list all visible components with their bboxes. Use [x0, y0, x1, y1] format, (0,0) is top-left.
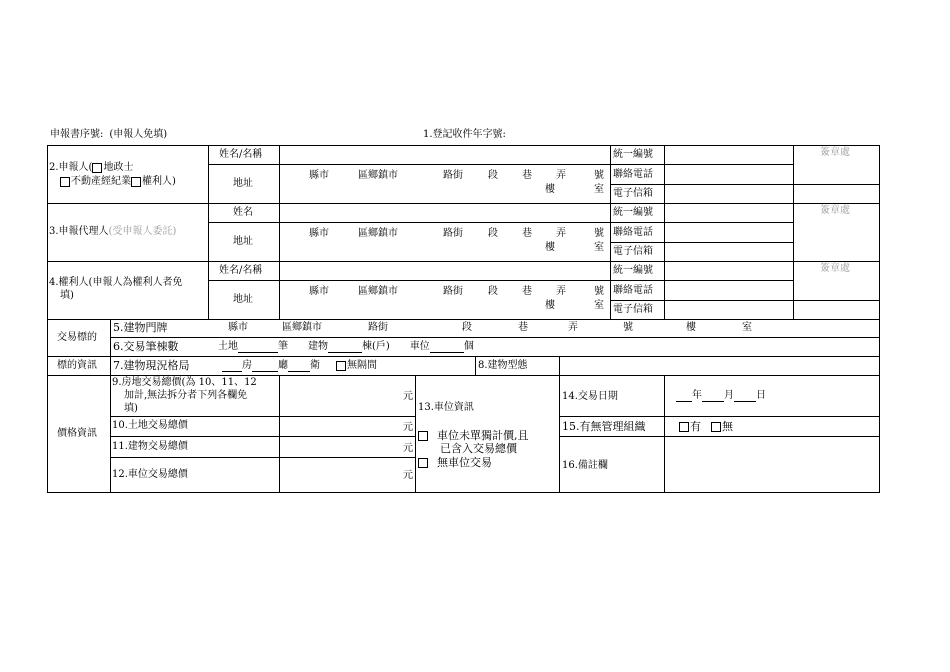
s3-room: 室 [594, 242, 604, 253]
date-day-blank[interactable] [734, 390, 756, 402]
layout-ting-blank[interactable] [252, 360, 278, 372]
s3-district: 區鄉鎮市 [358, 228, 398, 239]
date-year-blank[interactable] [676, 390, 692, 402]
price-group-label: 價格資訊 [57, 428, 97, 439]
management-label: 15.有無管理組織 [562, 420, 646, 433]
s3-section: 段 [488, 228, 498, 239]
s4-phone-label: 聯絡電話 [613, 285, 653, 296]
s2-floor: 樓 [545, 184, 555, 195]
hn-alley: 弄 [568, 322, 578, 333]
parking-price-unit: 元 [403, 470, 413, 481]
s3-address-label: 地址 [233, 236, 253, 247]
hn-floor: 樓 [686, 322, 696, 333]
serial-note: (申報人免填) [109, 129, 168, 140]
tc-ge: 個 [463, 341, 474, 352]
s2-number: 號 [594, 170, 604, 181]
tc-dong: 棟(戶) [362, 341, 390, 352]
checkbox-land-agent[interactable] [92, 163, 102, 173]
s2-road: 路街 [443, 170, 463, 181]
building-price-unit: 元 [403, 443, 413, 454]
management-options [679, 420, 733, 433]
total-price-line2: 加計,無法拆分者下列各欄免 [124, 390, 248, 401]
target-info-group-label: 標的資訊 [57, 360, 97, 371]
tc-bldg: 建物 [308, 341, 328, 352]
hn-county: 縣市 [228, 322, 248, 333]
applicant-title [49, 162, 133, 174]
checkbox-no-parking[interactable] [418, 458, 428, 468]
s3-county: 縣市 [309, 228, 329, 239]
layout-wei: 衛 [310, 360, 320, 371]
total-price-line1: 9.房地交易總價(為 10、11、12 [112, 377, 257, 388]
parking-opt2 [418, 456, 492, 469]
rights-holder-title-2: 填) [60, 290, 74, 301]
s3-stamp-label: 簽章處 [820, 205, 850, 216]
layout-fang: 房 [242, 360, 252, 371]
s2-county: 縣市 [309, 170, 329, 181]
s2-alley: 弄 [556, 170, 566, 181]
tc-park-blank[interactable] [430, 341, 464, 353]
s4-section: 段 [488, 286, 498, 297]
land-price-label: 10.土地交易總價 [112, 420, 188, 431]
building-type-label: 8.建物型態 [478, 360, 528, 371]
s4-road: 路街 [443, 286, 463, 297]
hn-room: 室 [742, 322, 752, 333]
s3-number: 號 [594, 228, 604, 239]
s2-room: 室 [594, 184, 604, 195]
s4-email-label: 電子信箱 [613, 304, 653, 315]
management-yes: 有 [690, 420, 701, 433]
transaction-count-label: 6.交易筆棟數 [113, 340, 179, 353]
s4-alley: 弄 [556, 286, 566, 297]
hn-district: 區鄉鎮市 [282, 322, 322, 333]
tc-park: 車位 [409, 341, 430, 352]
opt-broker: 不動產經紀業 [71, 176, 131, 187]
hn-road: 路街 [368, 322, 388, 333]
s4-room: 室 [594, 300, 604, 311]
transaction-date-label: 14.交易日期 [562, 391, 618, 402]
s3-alley: 弄 [556, 228, 566, 239]
checkbox-broker[interactable] [60, 177, 70, 187]
tc-bldg-blank[interactable] [328, 341, 362, 353]
layout-label: 7.建物現況格局 [113, 359, 190, 372]
parking-opt1-l1: 車位未單獨計價,且 [437, 429, 529, 442]
s2-section: 段 [488, 170, 498, 181]
parking-opt1-line2: 已含入交易總價 [440, 442, 517, 455]
remarks-label: 16.備註欄 [562, 460, 608, 471]
tc-land: 土地 [218, 341, 238, 352]
checkbox-parking-included[interactable] [418, 431, 428, 441]
total-price-line3: 填) [124, 403, 138, 414]
hn-number: 號 [623, 322, 633, 333]
s3-name-label: 姓名 [233, 207, 253, 218]
date-month: 月 [724, 390, 734, 401]
agent-title-text: 3.申報代理人 [49, 226, 109, 237]
s4-address-label: 地址 [233, 294, 253, 305]
s2-stamp-label: 簽章處 [820, 147, 850, 158]
parking-info-label: 13.車位資訊 [418, 402, 474, 413]
layout-fields [222, 360, 377, 372]
checkbox-management-no[interactable] [711, 422, 721, 432]
s3-road: 路街 [443, 228, 463, 239]
s2-taxid-label: 統一編號 [613, 149, 653, 160]
layout-wei-blank[interactable] [288, 360, 310, 372]
date-month-blank[interactable] [702, 390, 724, 402]
parking-opt1 [418, 429, 529, 442]
s4-taxid-label: 統一編號 [613, 265, 653, 276]
date-day: 日 [756, 390, 766, 401]
s4-lane: 巷 [522, 286, 532, 297]
target-group-label: 交易標的 [57, 332, 97, 343]
s2-name-label: 姓名/名稱 [219, 149, 263, 160]
land-price-unit: 元 [403, 422, 413, 433]
tc-pen: 筆 [278, 341, 288, 352]
layout-ting: 廳 [278, 360, 288, 371]
transaction-count-fields [218, 341, 474, 353]
layout-nopart: 無隔間 [347, 360, 377, 371]
s3-email-label: 電子信箱 [613, 246, 653, 257]
serial-label-text: 申報書序號: [50, 129, 104, 140]
receipt-number-label: 1.登記收件年字號: [423, 129, 506, 140]
s2-district: 區鄉鎮市 [358, 170, 398, 181]
s4-name-label: 姓名/名稱 [219, 265, 263, 276]
applicant-options [60, 176, 176, 188]
hn-lane: 巷 [518, 322, 528, 333]
s4-number: 號 [594, 286, 604, 297]
applicant-title-text: 2.申報人( [49, 162, 93, 173]
parking-opt2-text: 無車位交易 [437, 456, 492, 469]
transaction-date-fields [676, 390, 766, 402]
management-no: 無 [722, 420, 733, 433]
s2-phone-label: 聯絡電話 [613, 169, 653, 180]
house-number-label: 5.建物門牌 [113, 321, 168, 334]
rights-holder-title-1: 4.權利人(申報人為權利人者免 [49, 277, 183, 288]
checkbox-rights-holder[interactable] [131, 177, 141, 187]
s4-county: 縣市 [309, 286, 329, 297]
s4-floor: 樓 [545, 300, 555, 311]
hn-section: 段 [462, 322, 472, 333]
s3-lane: 巷 [522, 228, 532, 239]
building-price-label: 11.建物交易總價 [112, 441, 188, 452]
agent-note: (受申報人委託) [108, 226, 177, 237]
date-year: 年 [692, 390, 702, 401]
opt-rights-holder: 權利人) [142, 176, 176, 187]
parking-price-label: 12.車位交易總價 [112, 469, 188, 480]
layout-fang-blank[interactable] [222, 360, 242, 372]
s2-email-label: 電子信箱 [613, 188, 653, 199]
form-serial-label [50, 129, 167, 141]
checkbox-no-partition[interactable] [336, 361, 346, 371]
s4-district: 區鄉鎮市 [358, 286, 398, 297]
opt-land-agent: 地政士 [103, 162, 134, 173]
s2-lane: 巷 [522, 170, 532, 181]
s2-address-label: 地址 [233, 178, 253, 189]
agent-title [49, 226, 176, 238]
total-price-unit: 元 [403, 391, 413, 402]
s3-floor: 樓 [545, 242, 555, 253]
tc-land-blank[interactable] [238, 341, 278, 353]
checkbox-management-yes[interactable] [679, 422, 689, 432]
s3-taxid-label: 統一編號 [613, 207, 653, 218]
s4-stamp-label: 簽章處 [820, 263, 850, 274]
s3-phone-label: 聯絡電話 [613, 227, 653, 238]
